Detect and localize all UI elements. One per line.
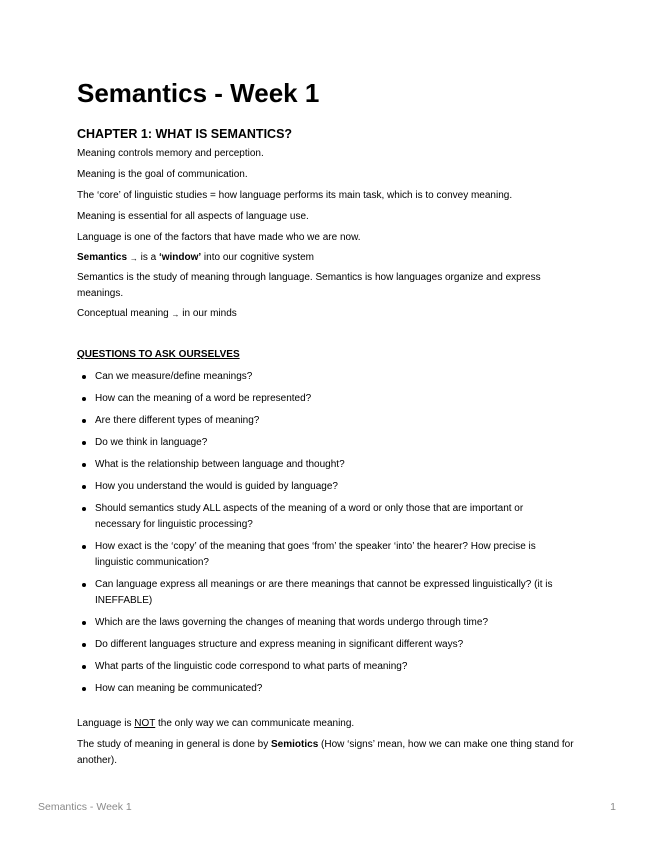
question-text: What parts of the linguistic code correspond to what parts of meaning? [95, 661, 408, 672]
question-text: What is the relationship between language and thought? [95, 459, 345, 470]
paragraph-6-mid: is a [137, 252, 159, 263]
closing-paragraph-2 [77, 737, 577, 769]
question-text: How exact is the ‘copy’ of the meaning that goes ‘from’ the speaker ‘into’ the hearer? How precise is linguistic communication? [95, 541, 536, 568]
list-item [77, 681, 557, 697]
list-item [77, 413, 557, 429]
closing-1-end: the only way we can communicate meaning. [155, 718, 355, 729]
question-text: How can the meaning of a word be represented? [95, 393, 312, 404]
question-text: How can meaning be communicated? [95, 683, 263, 694]
paragraph-3: The ‘core’ of linguistic studies = how language performs its main task, which is to convey meaning. [77, 190, 513, 201]
question-text: Do we think in language? [95, 437, 208, 448]
paragraph-6 [77, 250, 577, 266]
question-text: How you understand the would is guided by language? [95, 481, 338, 492]
list-item [77, 659, 557, 675]
list-item [77, 391, 557, 407]
bullet-icon [82, 583, 86, 587]
paragraph-1: Meaning controls memory and perception. [77, 148, 264, 159]
footer-title: Semantics - Week 1 [38, 801, 132, 813]
window-term: ‘window’ [158, 252, 202, 263]
bullet-icon [82, 621, 86, 625]
question-text: Are there different types of meaning? [95, 415, 260, 426]
paragraph-2: Meaning is the goal of communication. [77, 169, 248, 180]
list-item [77, 435, 557, 451]
question-text: Can we measure/define meanings? [95, 371, 253, 382]
not-emphasis: NOT [134, 718, 156, 729]
bullet-icon [82, 665, 86, 669]
question-text: Do different languages structure and express meaning in significant different ways? [95, 639, 464, 650]
questions-heading: QUESTIONS TO ASK OURSELVES [77, 349, 240, 360]
chapter-heading: CHAPTER 1: WHAT IS SEMANTICS? [77, 127, 293, 141]
list-item [77, 539, 557, 571]
page-title: Semantics - Week 1 [77, 78, 320, 108]
question-text: Can language express all meanings or are there meanings that cannot be expressed linguistically? (it is INEFFABLE) [95, 579, 553, 606]
arrow-icon: → [171, 310, 180, 319]
paragraph-8 [77, 306, 577, 322]
list-item [77, 577, 557, 609]
list-item [77, 457, 557, 473]
list-item [77, 479, 557, 495]
paragraph-8-end: in our minds [179, 308, 237, 319]
bullet-icon [82, 687, 86, 691]
list-item [77, 637, 557, 653]
paragraph-4: Meaning is essential for all aspects of language use. [77, 211, 309, 222]
page-number: 1 [610, 801, 616, 813]
bullet-icon [82, 441, 86, 445]
paragraph-5: Language is one of the factors that have made who we are now. [77, 232, 361, 243]
semiotics-term: Semiotics [271, 739, 319, 750]
question-text: Should semantics study ALL aspects of the meaning of a word or only those that are important or necessary for linguistic processing? [95, 503, 524, 530]
closing-1-start: Language is [77, 718, 135, 729]
bullet-icon [82, 485, 86, 489]
list-item [77, 501, 557, 533]
semantics-term: Semantics [77, 252, 128, 263]
bullet-icon [82, 463, 86, 467]
bullet-icon [82, 397, 86, 401]
bullet-icon [82, 545, 86, 549]
bullet-icon [82, 507, 86, 511]
closing-paragraph-1 [77, 716, 577, 732]
paragraph-6-rest: into our cognitive system [201, 252, 314, 263]
arrow-icon: → [129, 254, 138, 263]
list-item [77, 369, 557, 385]
questions-list [77, 369, 557, 703]
list-item [77, 615, 557, 631]
bullet-icon [82, 419, 86, 423]
bullet-icon [82, 643, 86, 647]
question-text: Which are the laws governing the changes of meaning that words undergo through time? [95, 617, 489, 628]
closing-2-end: (How ‘signs’ mean, how we can make one thing stand for another). [77, 739, 574, 766]
closing-2-start: The study of meaning in general is done by [77, 739, 272, 750]
paragraph-8-start: Conceptual meaning [77, 308, 172, 319]
bullet-icon [82, 375, 86, 379]
paragraph-7: Semantics is the study of meaning through language. Semantics is how languages organize and express meanings. [77, 272, 541, 299]
